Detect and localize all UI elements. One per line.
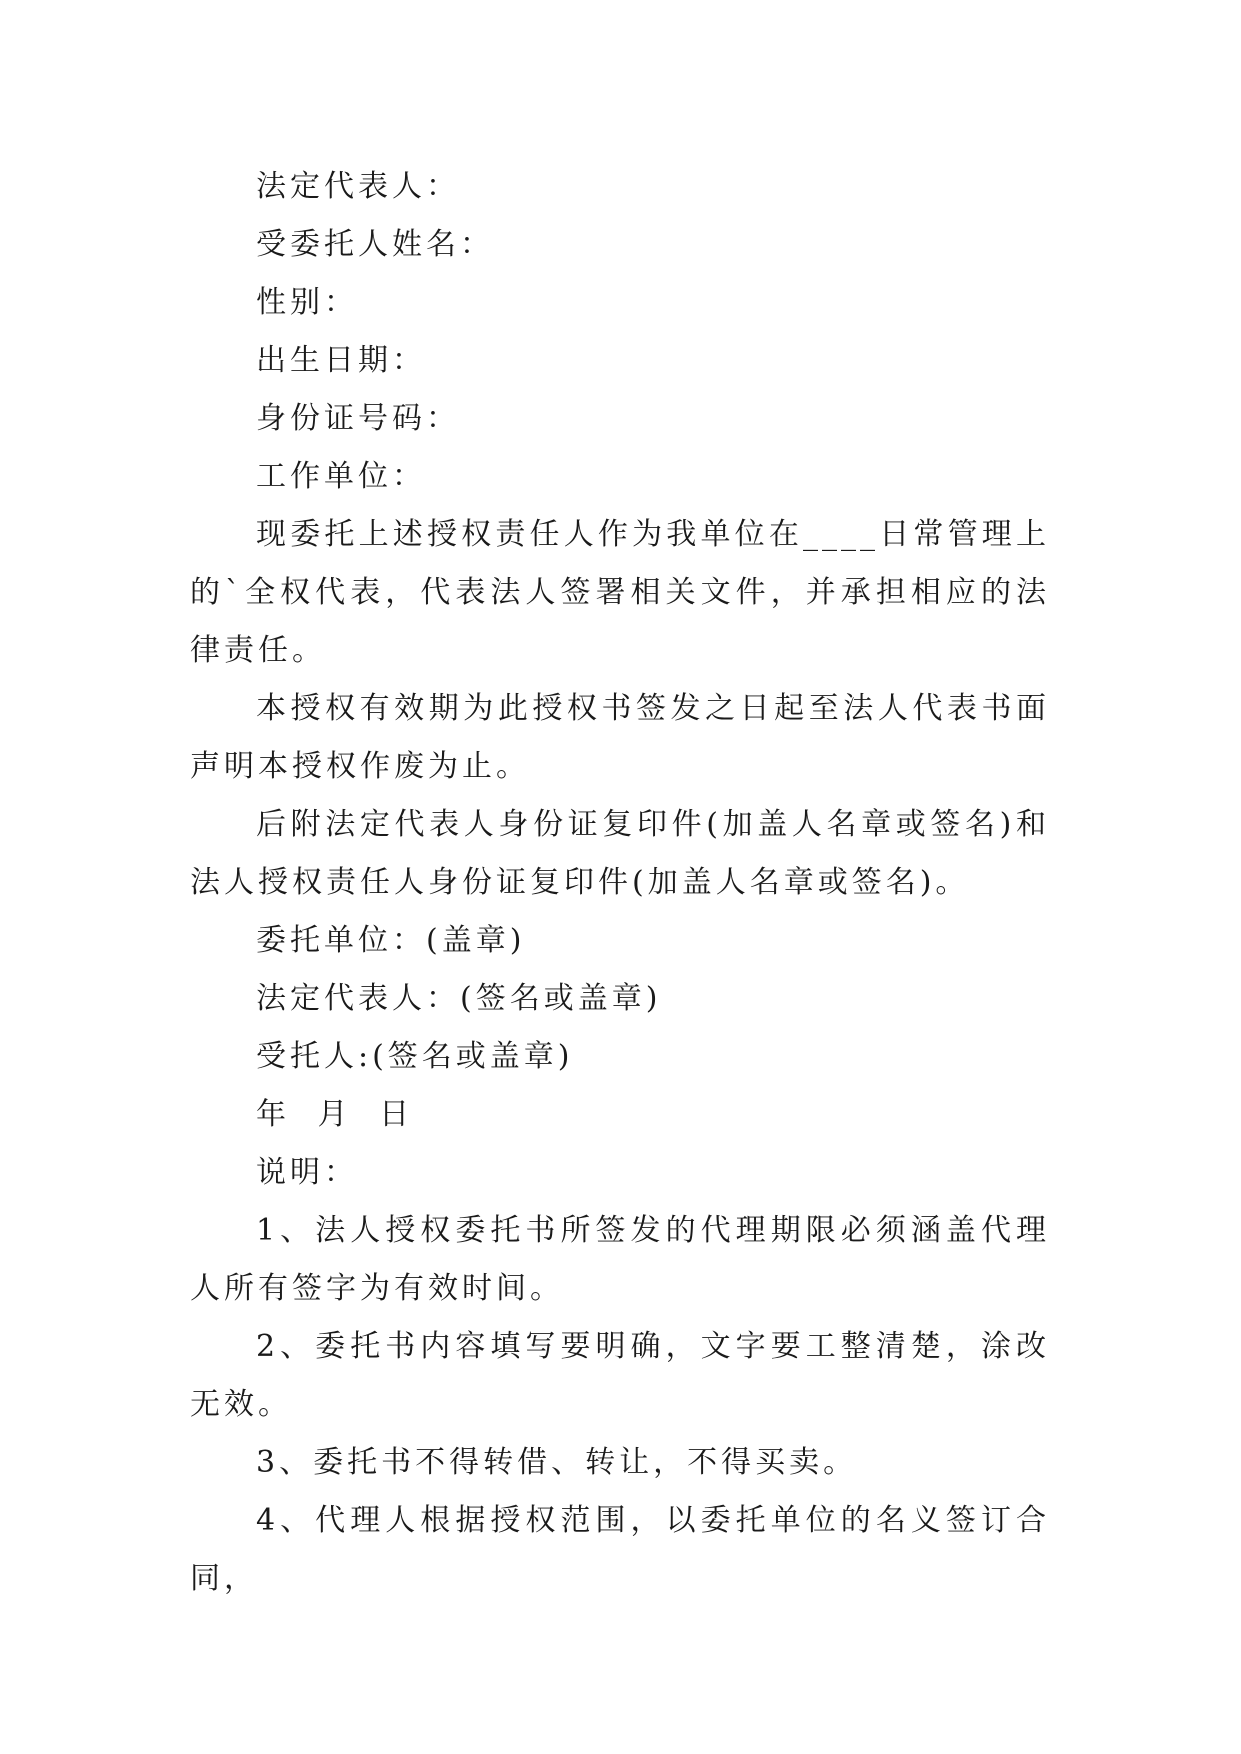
paragraph-attachments: 后附法定代表人身份证复印件(加盖人名章或签名)和法人授权责任人身份证复印件(加盖人名章或签名)。: [190, 807, 1050, 900]
paragraph-authorization-scope: 现委托上述授权责任人作为我单位在____日常管理上的`全权代表，代表法人签署相关文件，并承担相应的法律责任。: [190, 517, 1050, 668]
field-id-number: 身份证号码：: [256, 401, 460, 436]
field-legal-representative: 法定代表人：: [256, 169, 460, 204]
note-item-1: 1、法人授权委托书所签发的代理期限必须涵盖代理人所有签字为有效时间。: [190, 1213, 1050, 1306]
field-birth-date: 出生日期：: [256, 343, 426, 378]
signature-entrusting-unit: 委托单位：(盖章): [256, 923, 526, 958]
field-entrusted-name: 受委托人姓名：: [256, 227, 494, 262]
field-work-unit: 工作单位：: [256, 459, 426, 494]
signature-date: 年 月 日: [256, 1097, 414, 1132]
note-item-2: 2、委托书内容填写要明确，文字要工整清楚，涂改无效。: [190, 1329, 1050, 1422]
notes-title: 说明：: [256, 1155, 358, 1190]
field-gender: 性别：: [256, 285, 358, 320]
document-body: [190, 158, 1050, 1608]
paragraph-validity-period: 本授权有效期为此授权书签发之日起至法人代表书面声明本授权作废为止。: [190, 691, 1050, 784]
note-item-4: 4、代理人根据授权范围，以委托单位的名义签订合同，: [190, 1503, 1050, 1596]
signature-trustee: 受托人:(签名或盖章): [256, 1039, 574, 1074]
signature-legal-representative: 法定代表人：(签名或盖章): [256, 981, 662, 1016]
note-item-3: 3、委托书不得转借、转让，不得买卖。: [256, 1445, 858, 1480]
